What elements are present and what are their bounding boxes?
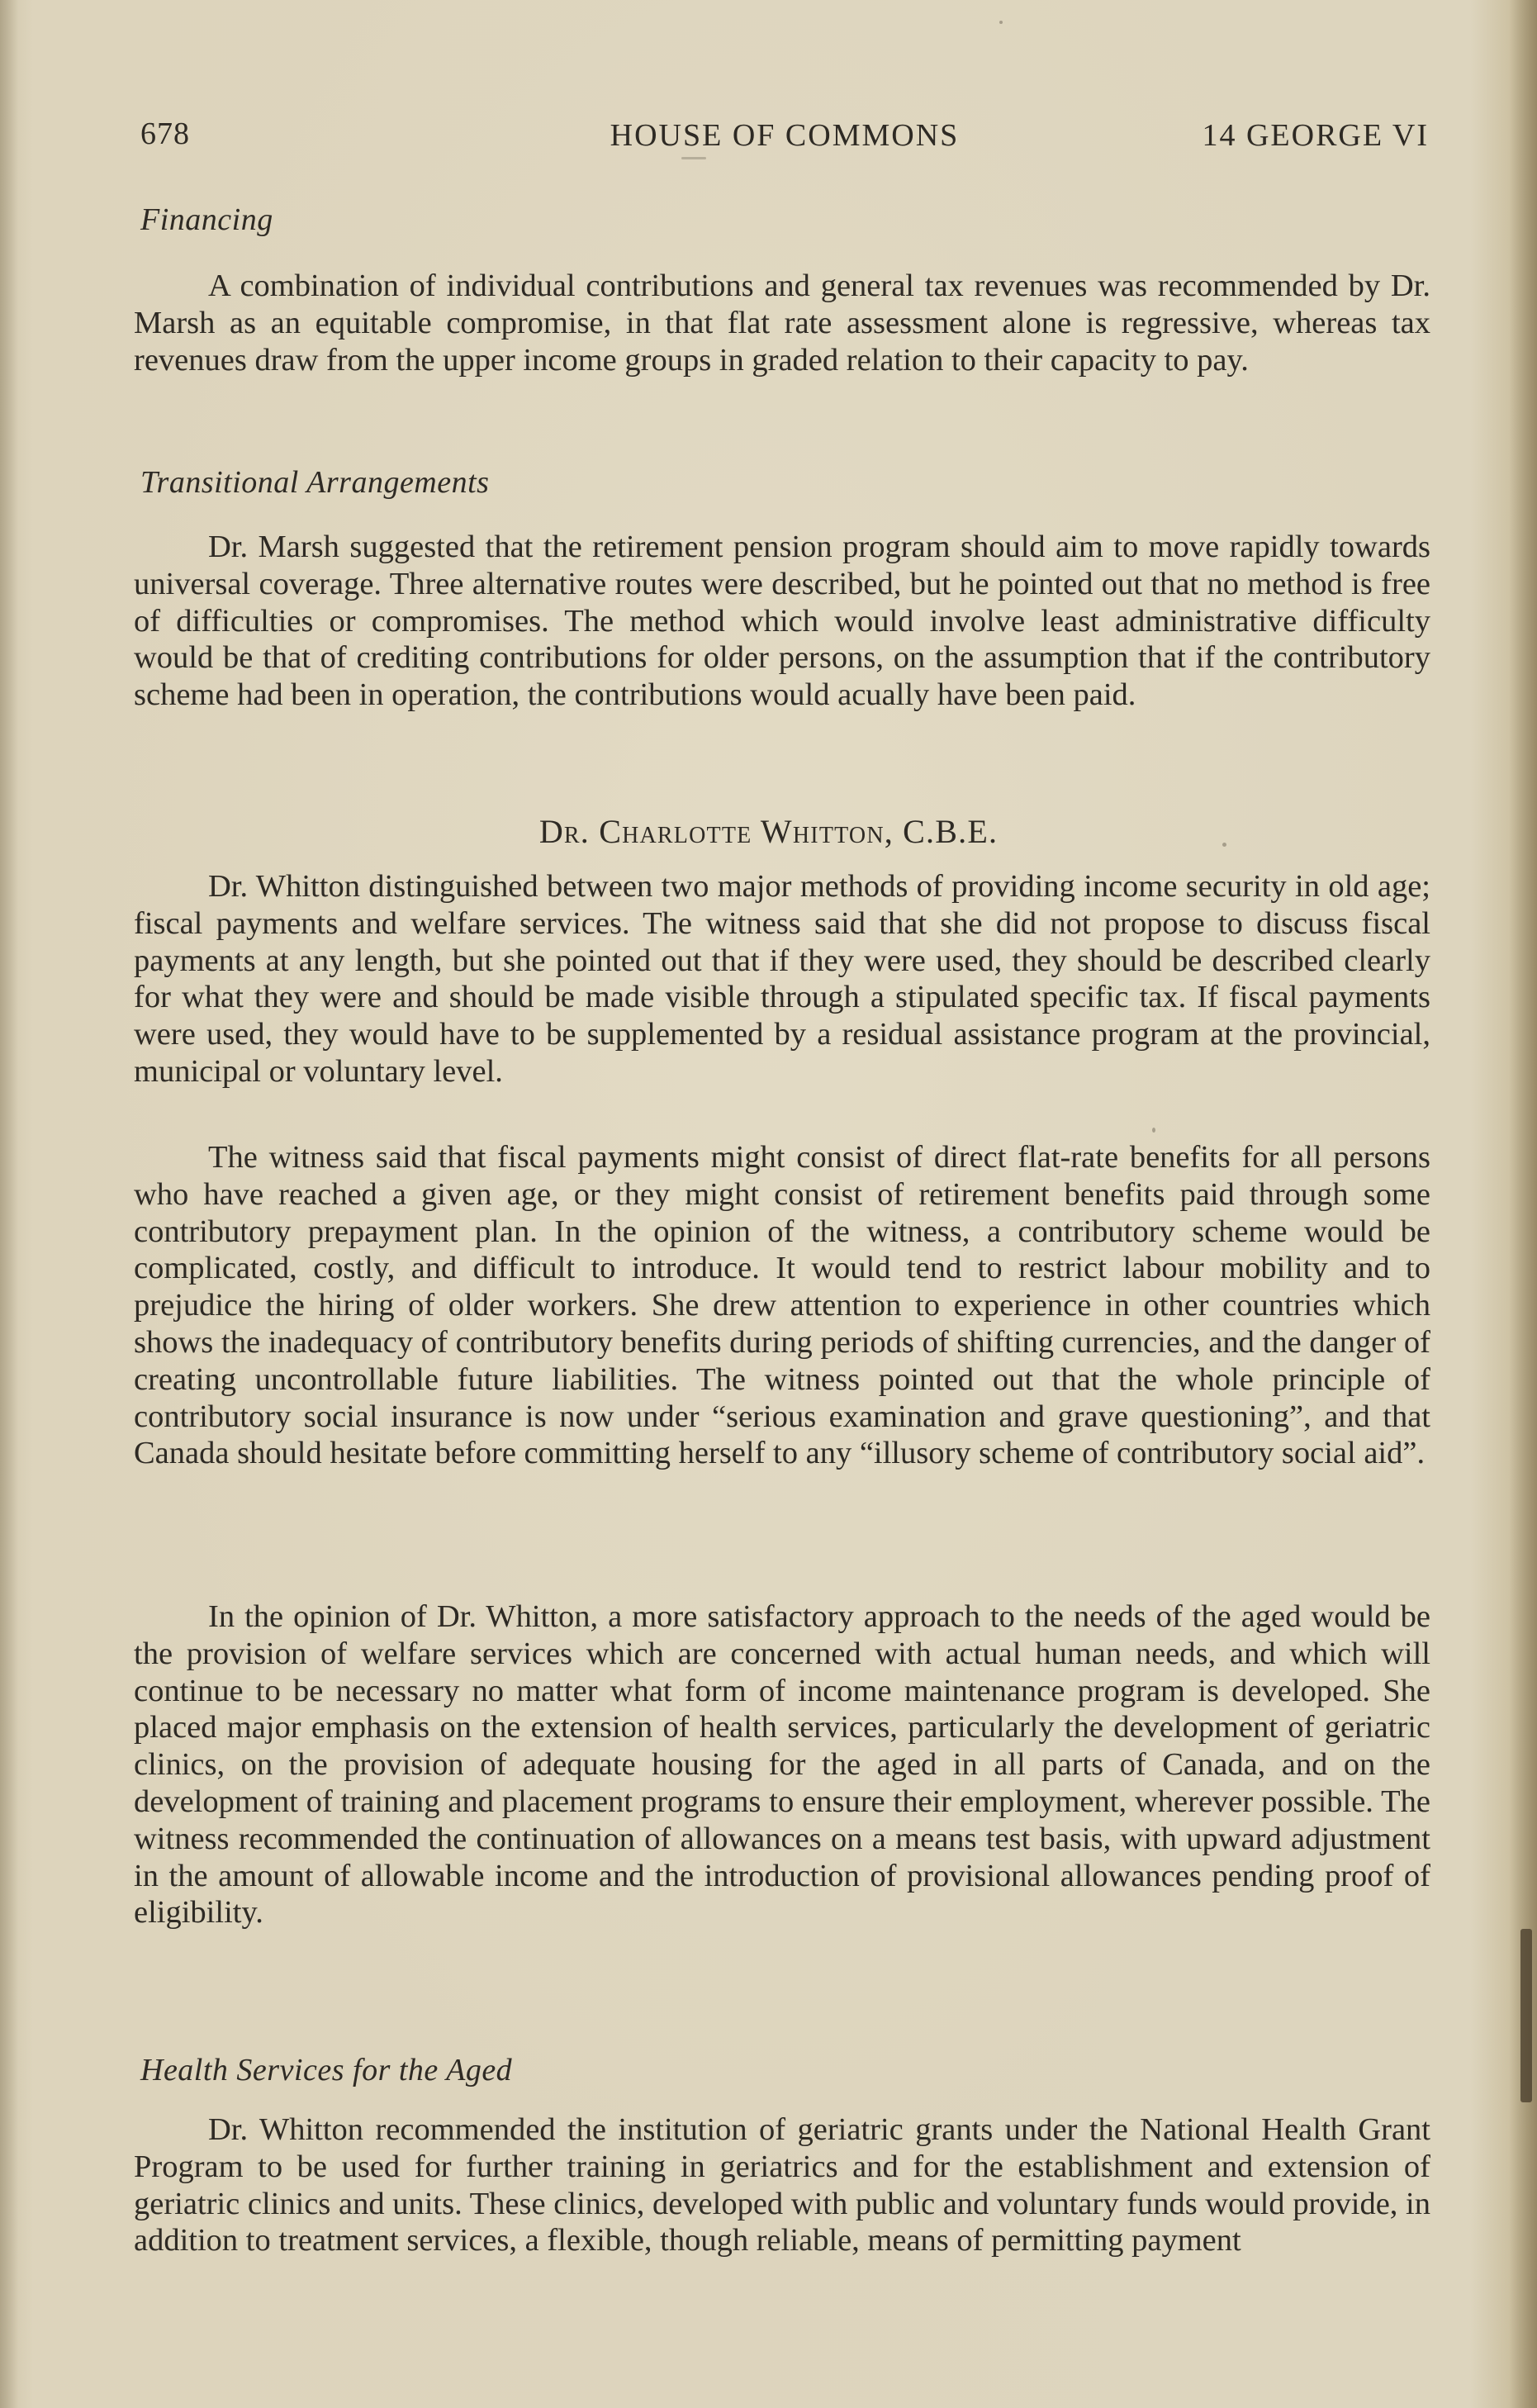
paragraph-transitional: Dr. Marsh suggested that the retirement pension program should aim to move rapidly towards universal coverage. Three alternative routes were described, but he pointed out that no method is free of difficulties or compromises. The method which would involve least administrative difficulty would be that of crediting contributions for older persons, on the assumption that if the contributory scheme had been in operation, the contributions would acually have been paid. [134, 530, 1430, 713]
paper-speck [1222, 843, 1226, 847]
paper-speck [681, 157, 706, 159]
paragraph-whitton-3: In the opinion of Dr. Whitton, a more satisfactory approach to the needs of the aged would be the provision of welfare services which are concerned with actual human needs, and which will continue to be necessary no matter what form of income maintenance program is developed. She placed major emphasis on the extension of health services, particularly the development of geriatric clinics, on the provision of adequate housing for the aged in all parts of Canada, and on the development of training and placement programs to ensure their employment, wherever possible. The witness recommended the continuation of allowances on a means test basis, with upward adjustment in the amount of allowable income and the introduction of provisional allowances pending proof of eligibility. [134, 1599, 1430, 1931]
page-number: 678 [140, 116, 190, 151]
session-label: 14 GEORGE VI [1202, 118, 1429, 153]
page-edge-mark [1520, 1929, 1532, 2102]
paragraph-health: Dr. Whitton recommended the institution of geriatric grants under the National Health Grant Program to be used for further training in geriatrics and for the establishment and extension of geriatric clinics and units. These clinics, developed with public and voluntary funds would provide, in addition to treatment services, a flexible, though reliable, means of permitting payment [134, 2112, 1430, 2258]
paper-speck [1152, 1128, 1155, 1133]
paragraph-whitton-2: The witness said that fiscal payments might consist of direct flat-rate benefits for all persons who have reached a given age, or they might consist of retirement benefits paid through some contributory prepayment plan. In the opinion of the witness, a contributory scheme would be complicated, costly, and difficult to introduce. It would tend to restrict labour mobility and to prejudice the hiring of older workers. She drew attention to experience in other countries which shows the inadequacy of contributory benefits during periods of shifting currencies, and the danger of creating uncontrollable future liabilities. The witness pointed out that the whole principle of contributory social insurance is now under “serious examination and grave questioning”, and that Canada should hesitate before committing herself to any “illusory scheme of contributory social aid”. [134, 1140, 1430, 1471]
running-header [140, 116, 1429, 154]
speaker-heading: Dr. Charlotte Whitton, C.B.E. [538, 813, 999, 850]
section-heading-transitional: Transitional Arrangements [140, 465, 490, 500]
binding-shadow [0, 0, 18, 2408]
paragraph-whitton-1: Dr. Whitton distinguished between two major methods of providing income security in old age; fiscal payments and welfare services. The witness said that she did not propose to discuss fiscal payments at any length, but she pointed out that if they were used, they should be described clearly for what they were and should be made visible through a stipulated specific tax. If fiscal payments were used, they would have to be supplemented by a residual assistance program at the provincial, municipal or voluntary level. [134, 869, 1430, 1089]
section-heading-health: Health Services for the Aged [140, 2053, 513, 2087]
section-heading-financing: Financing [140, 202, 273, 237]
running-title: HOUSE OF COMMONS [610, 118, 960, 153]
paper-speck [999, 21, 1003, 24]
paragraph-financing: A combination of individual contributions and general tax revenues was recommended by Dr. Marsh as an equitable compromise, in that flat rate assessment alone is regressive, whereas tax revenues draw from the upper income groups in graded relation to their capacity to pay. [134, 268, 1430, 378]
